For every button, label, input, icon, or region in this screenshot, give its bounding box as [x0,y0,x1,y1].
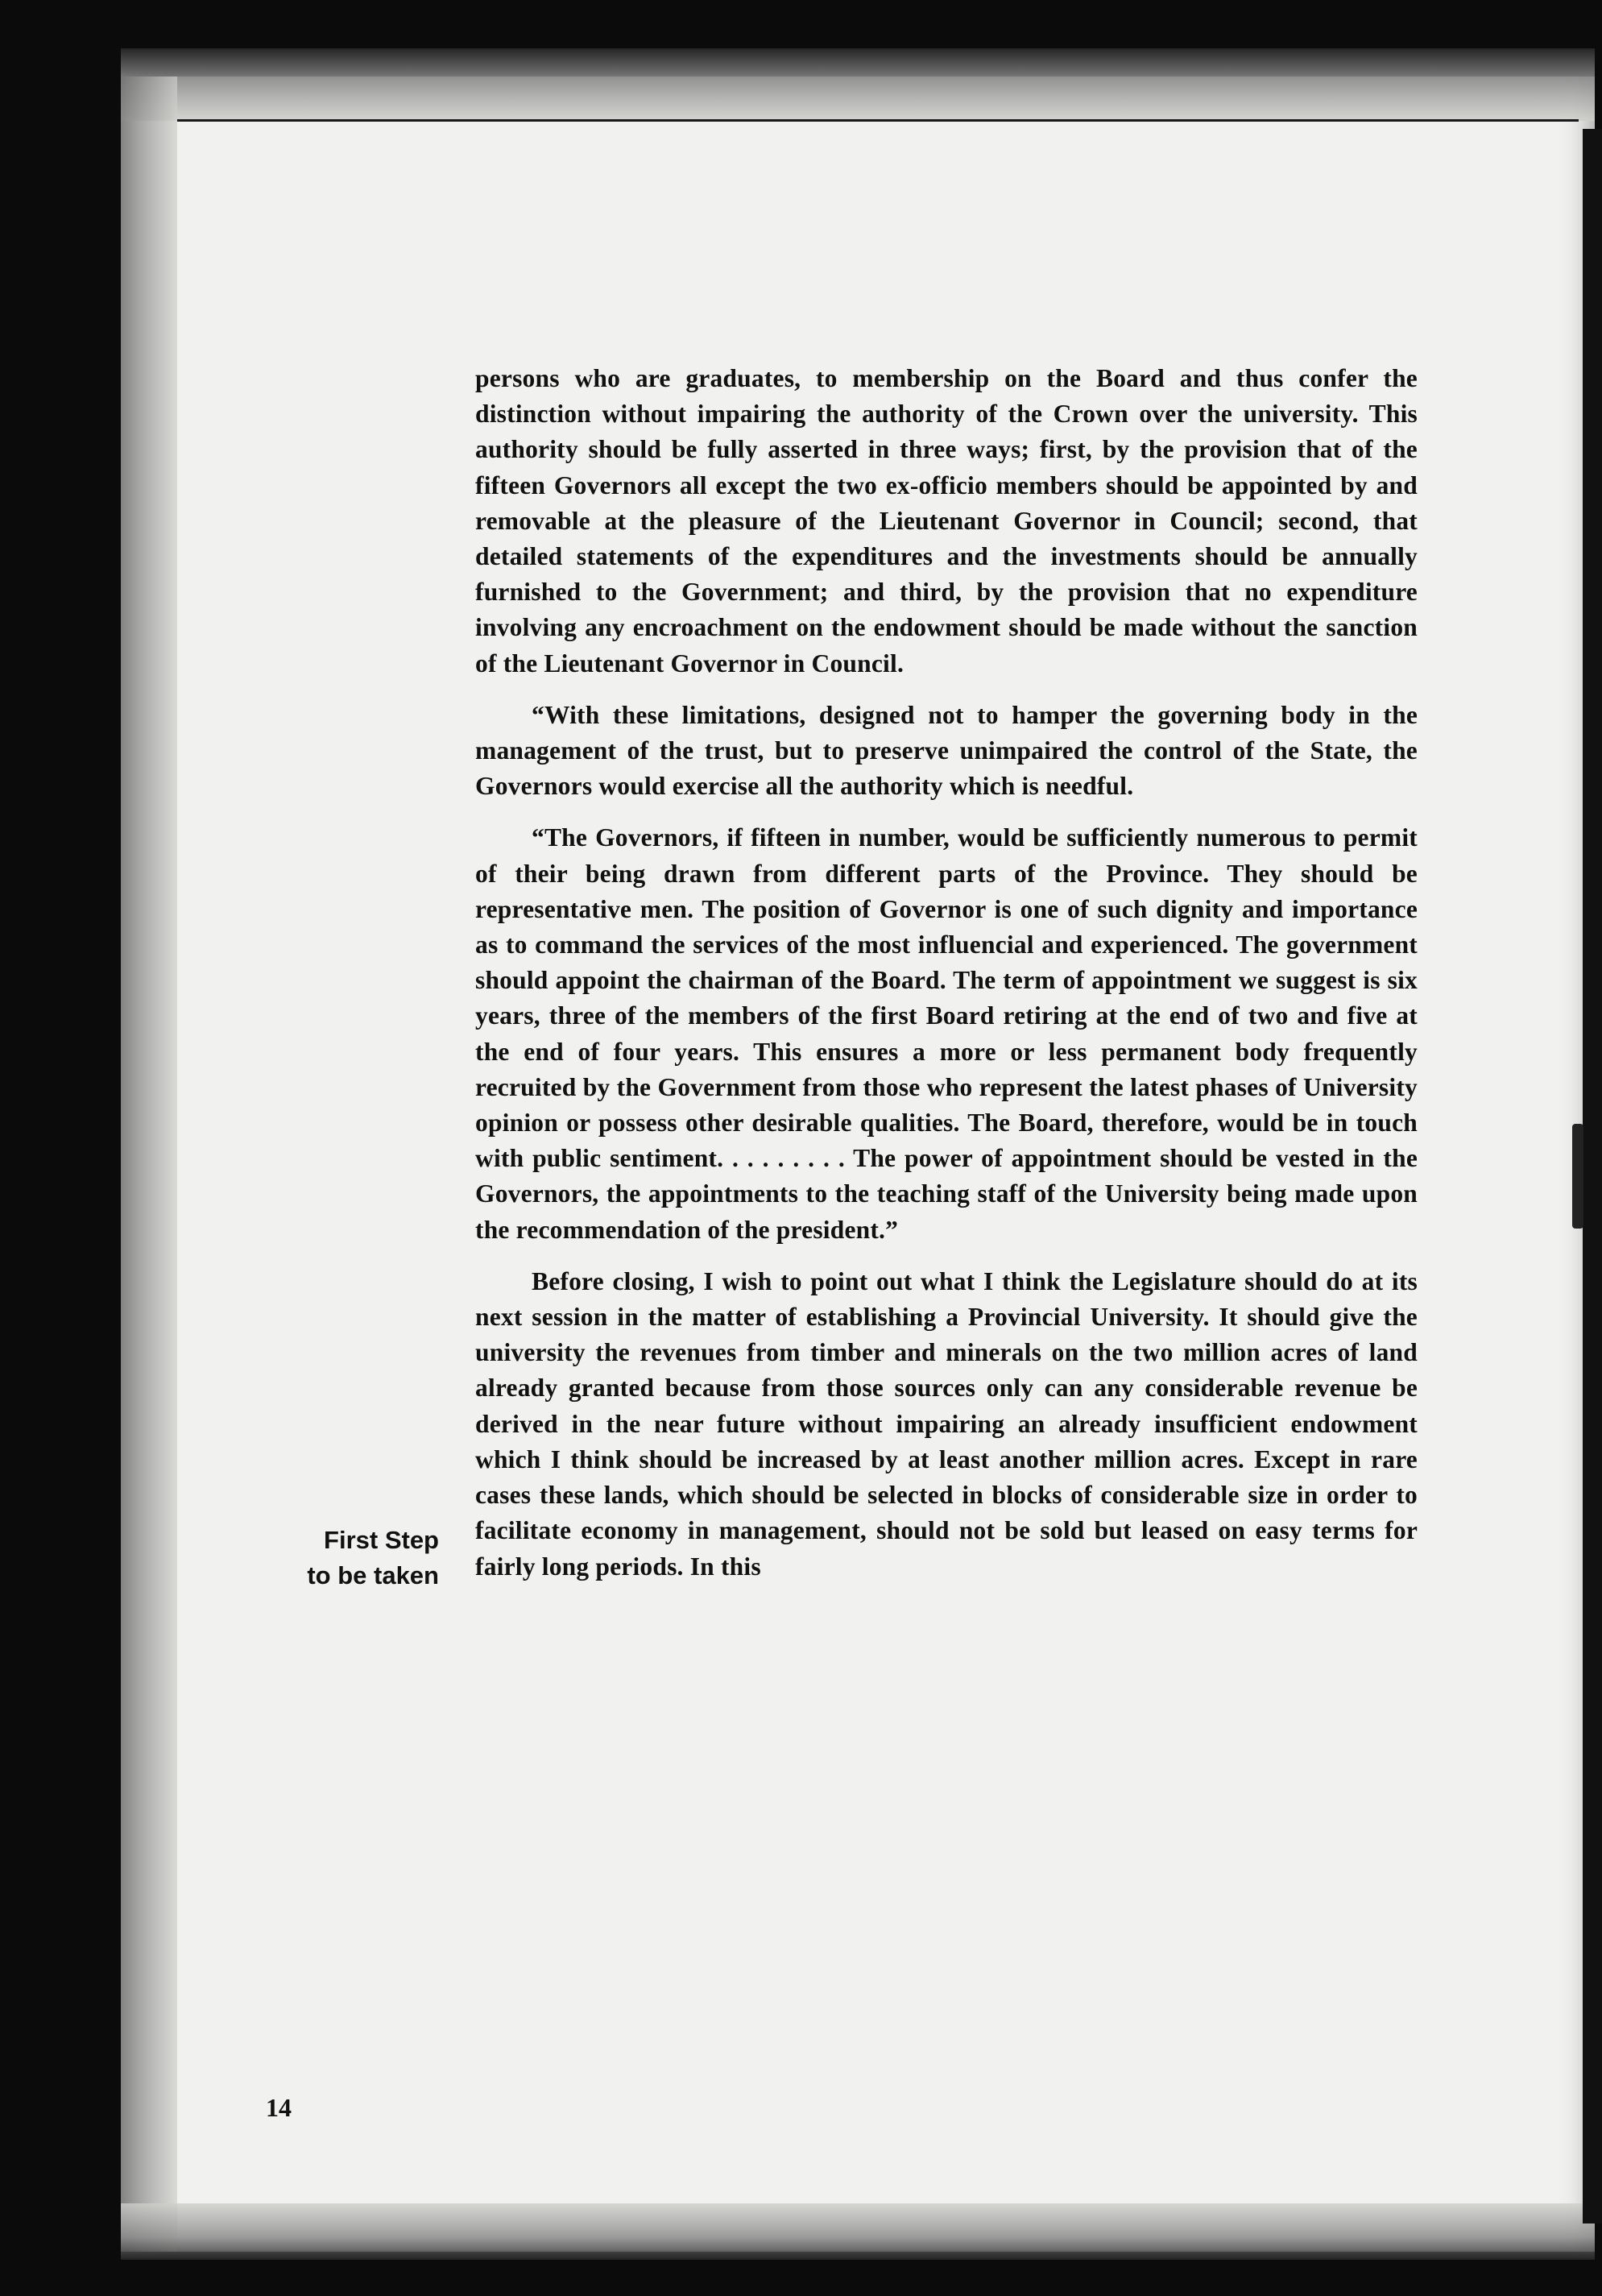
margin-note-line-1: First Step [324,1526,439,1554]
paragraph-2: “With these limitations, designed not to hamper the governing body in the management of the trust, but to preserve unimpaired the control of the State, the Governors would exercise all the authority which is needful. [475,700,1418,801]
page-number: 14 [266,2093,292,2122]
page-left-shadow [121,77,177,2252]
body-text [475,361,1418,1601]
adjacent-page-edge [1583,129,1602,2223]
paragraph-4: Before closing, I wish to point out what I think the Legislature should do at its next session in the matter of establishing a Provincial University. It should give the university the revenues from timber and minerals on the two million acres of land already granted because from those sources only can any considerable revenue be derived in the near future without impairing an already insufficient endowment which I think should be increased by at least another million acres. Except in rare cases these lands, which should be selected in blocks of considerable size in order to facilitate economy in management, should not be sold but leased on easy terms for fairly long periods. In this [475,1266,1418,1581]
page-bottom-shadow [121,2203,1595,2260]
page-top-rule [177,119,1579,122]
page-top-shadow [121,48,1595,121]
paragraph-1: persons who are graduates, to membership on the Board and thus confer the distinction without impairing the authority of the Crown over the university. This authority should be fully asserted in three ways; first, by the provision that of the fifteen Governors all except the two ex-officio members should be appointed by and removable at the pleasure of the Lieutenant Governor in Council; second, that detailed statements of the expenditures and the investments should be annually furnished to the Government; and third, by the provision that no expenditure involving any encroachment on the endowment should be made without the sanction of the Lieutenant Governor in Council. [475,364,1418,678]
margin-note [278,1523,439,1594]
margin-note-line-2: to be taken [307,1561,439,1589]
page-clip-mark [1572,1124,1583,1229]
paragraph-3: “The Governors, if fifteen in number, would be sufficiently numerous to permit of their being drawn from different parts of the Province. They should be representative men. The position of Governor is one of such dignity and importance as to command the services of the most influencial and experienced. The government should appoint the chairman of the Board. The term of appointment we suggest is six years, three of the members of the first Board retiring at the end of two and five at the end of four years. This ensures a more or less permanent body frequently recruited by the Government from those who represent the latest phases of University opinion or possess other desirable qualities. The Board, therefore, would be in touch with public sentiment. . . . . . . . . The power of appointment should be vested in the Governors, the appointments to the teaching staff of the University being made upon the recommendation of the president.” [475,823,1418,1244]
